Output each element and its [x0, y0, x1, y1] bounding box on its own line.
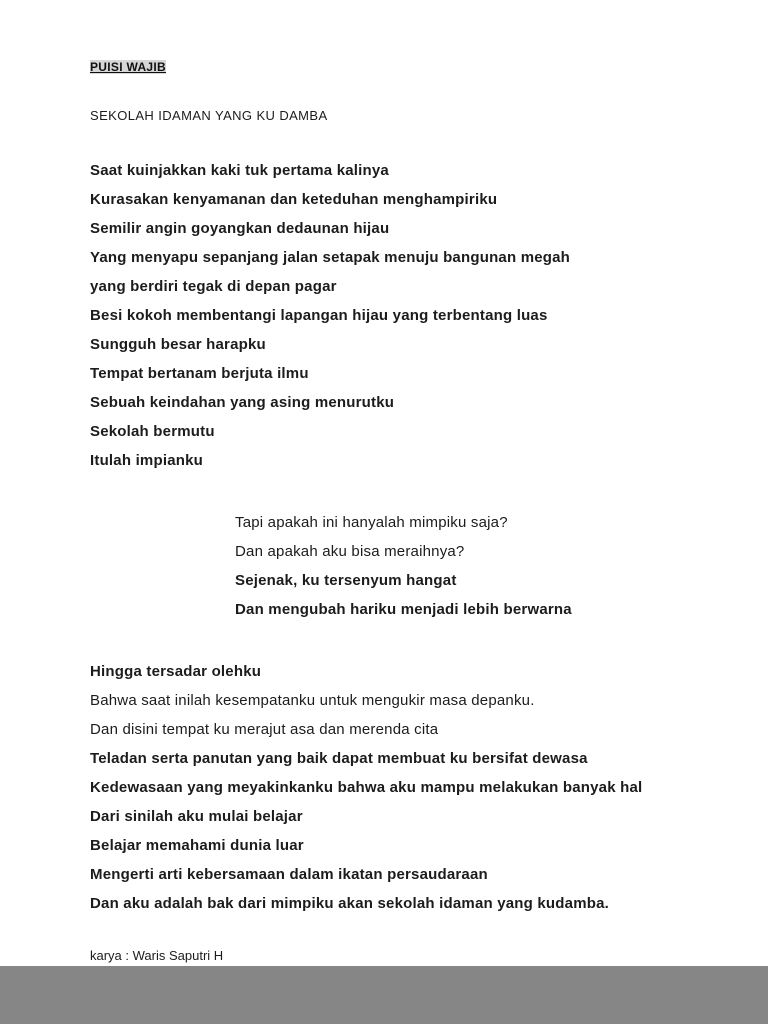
poem-line: Mengerti arti kebersamaan dalam ikatan persaudaraan [90, 866, 488, 883]
poem-line: Sebuah keindahan yang asing menurutku [90, 394, 395, 411]
poem-line: Dari sinilah aku mulai belajar [90, 808, 303, 825]
poem-line: Yang menyapu sepanjang jalan setapak menuju bangunan megah [90, 249, 571, 266]
poem-line: Bahwa saat inilah kesempatanku untuk mengukir masa depanku. [90, 692, 535, 709]
author-credit: karya : Waris Saputri H [90, 948, 224, 963]
poem-line: Teladan serta panutan yang baik dapat membuat ku bersifat dewasa [90, 750, 588, 767]
poem-line: Sungguh besar harapku [90, 336, 266, 353]
poem-line: Belajar memahami dunia luar [90, 837, 304, 854]
poem-line: Hingga tersadar olehku [90, 663, 262, 680]
poem-line: Dan apakah aku bisa meraihnya? [235, 543, 465, 560]
poem-line: yang berdiri tegak di depan pagar [90, 278, 337, 295]
poem-line: Kedewasaan yang meyakinkanku bahwa aku mampu melakukan banyak hal [90, 779, 643, 796]
poem-stanza-3 [90, 657, 708, 918]
poem-line: Tempat bertanam berjuta ilmu [90, 365, 309, 382]
poem-stanza-2 [235, 508, 708, 624]
poem-line: Sejenak, ku tersenyum hangat [235, 572, 457, 589]
page-bottom-strip [0, 966, 768, 1024]
poem-heading: PUISI WAJIB [90, 60, 166, 74]
poem-line: Itulah impianku [90, 452, 204, 469]
poem-line: Sekolah bermutu [90, 423, 215, 440]
poem-title: SEKOLAH IDAMAN YANG KU DAMBA [90, 108, 328, 123]
poem-line: Dan aku adalah bak dari mimpiku akan sekolah idaman yang kudamba. [90, 895, 610, 912]
poem-line: Dan mengubah hariku menjadi lebih berwarna [235, 601, 572, 618]
poem-line: Besi kokoh membentangi lapangan hijau yang terbentang luas [90, 307, 548, 324]
poem-line: Semilir angin goyangkan dedaunan hijau [90, 220, 390, 237]
poem-line: Kurasakan kenyamanan dan keteduhan menghampiriku [90, 191, 498, 208]
poem-stanza-1 [90, 156, 708, 475]
poem-line: Saat kuinjakkan kaki tuk pertama kalinya [90, 162, 389, 179]
poem-line: Tapi apakah ini hanyalah mimpiku saja? [235, 514, 508, 531]
poem-line: Dan disini tempat ku merajut asa dan merenda cita [90, 721, 439, 738]
